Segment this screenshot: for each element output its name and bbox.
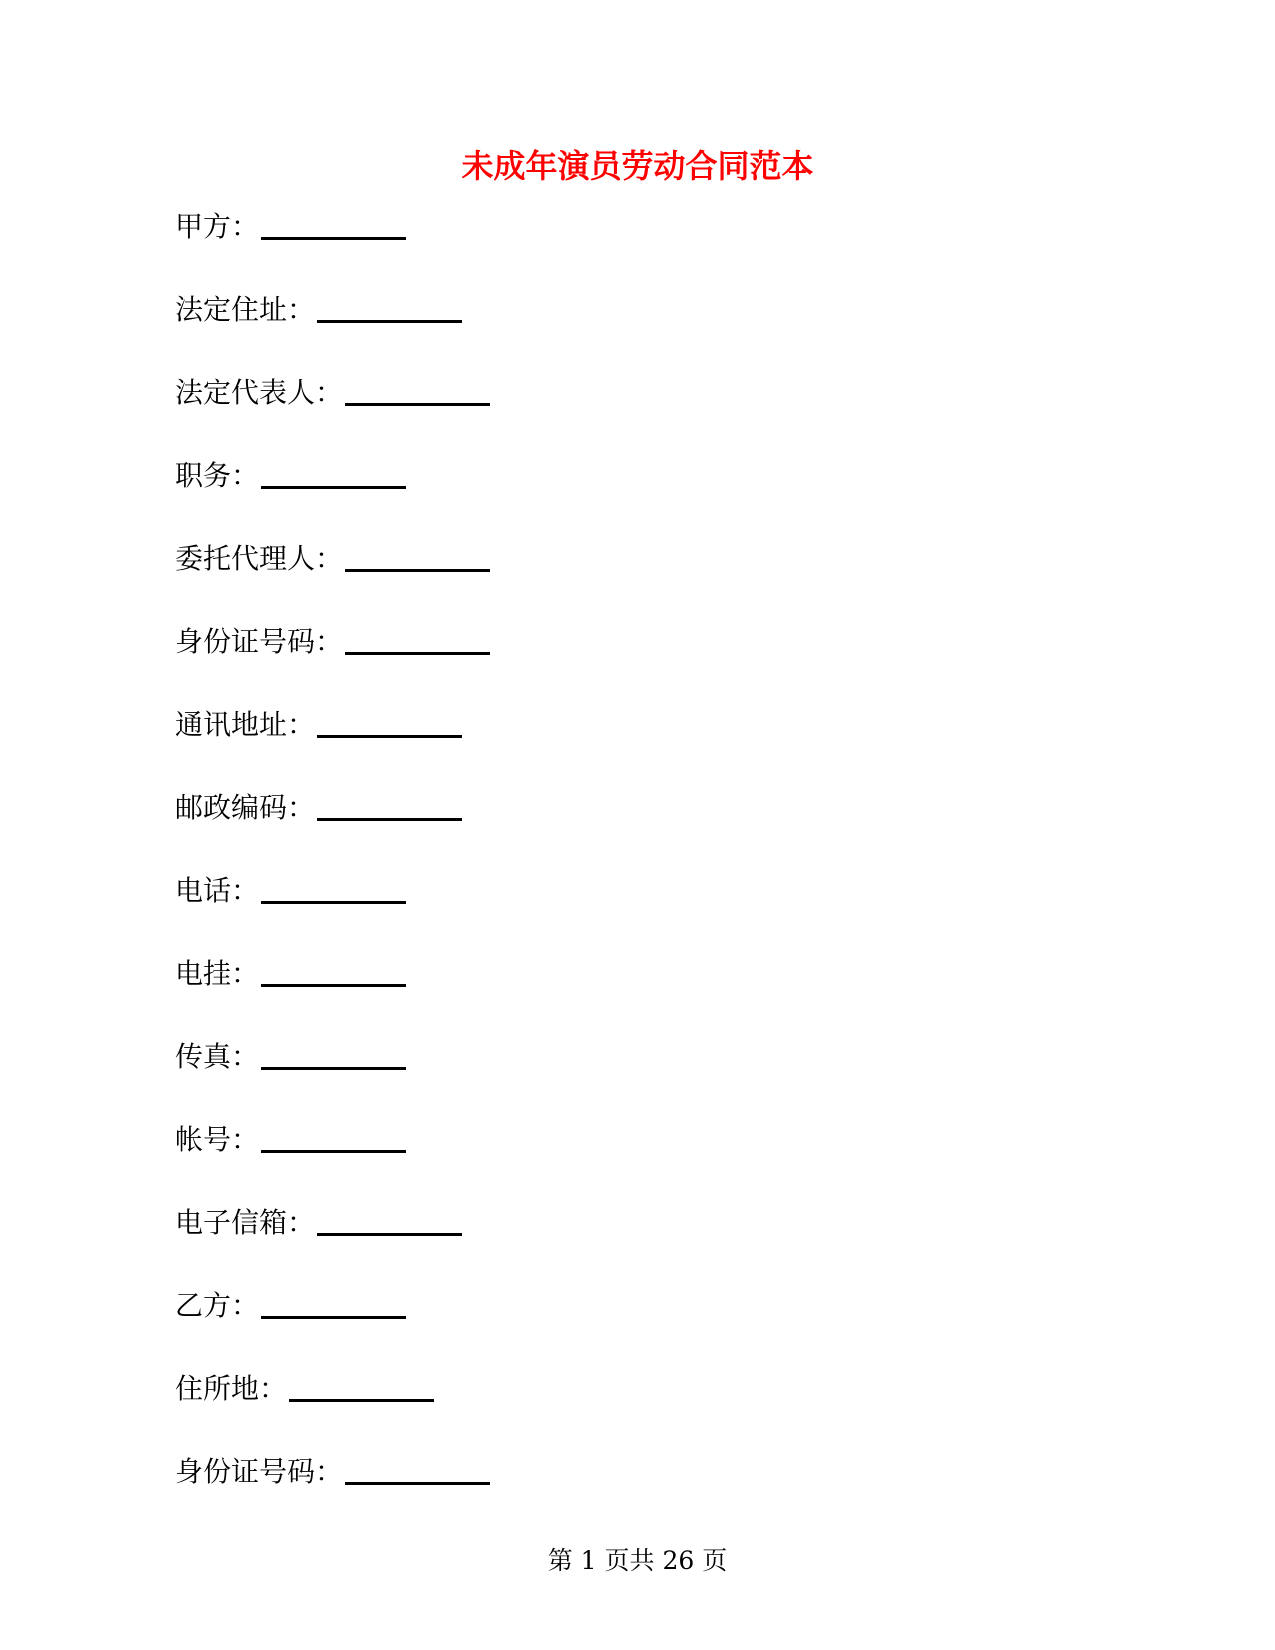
field-party-b [175, 1284, 1075, 1367]
field-label: 身份证号码： [175, 1455, 344, 1488]
field-postal-code [175, 786, 1075, 869]
field-label: 委托代理人： [175, 542, 344, 575]
fill-in-blank [317, 288, 462, 323]
field-position [175, 454, 1075, 537]
field-label: 电话： [175, 874, 260, 907]
field-account [175, 1118, 1075, 1201]
field-residence [175, 1367, 1075, 1450]
document-title: 未成年演员劳动合同范本 [461, 147, 814, 185]
field-label: 通讯地址： [175, 708, 316, 741]
field-mailing-address [175, 703, 1075, 786]
field-id-number [175, 620, 1075, 703]
fill-in-blank [345, 537, 490, 572]
fill-in-blank [261, 1118, 406, 1153]
fill-in-blank [261, 1035, 406, 1070]
field-id-number-b [175, 1450, 1075, 1533]
fill-in-blank [345, 371, 490, 406]
field-party-a [175, 205, 1075, 288]
field-label: 甲方： [175, 210, 260, 243]
field-legal-representative [175, 371, 1075, 454]
field-label: 住所地： [175, 1372, 288, 1405]
fill-in-blank [317, 786, 462, 821]
field-label: 邮政编码： [175, 791, 316, 824]
field-label: 传真： [175, 1040, 260, 1073]
fill-in-blank [317, 703, 462, 738]
fill-in-blank [345, 1450, 490, 1485]
fill-in-blank [317, 1201, 462, 1236]
fill-in-blank [261, 952, 406, 987]
fill-in-blank [345, 620, 490, 655]
field-label: 电挂： [175, 957, 260, 990]
contract-fields [175, 205, 1075, 1533]
field-email [175, 1201, 1075, 1284]
field-label: 法定住址： [175, 293, 316, 326]
field-label: 法定代表人： [175, 376, 344, 409]
field-label: 乙方： [175, 1289, 260, 1322]
field-cable [175, 952, 1075, 1035]
fill-in-blank [261, 1284, 406, 1319]
fill-in-blank [261, 869, 406, 904]
page-number-footer: 第 1 页共 26 页 [547, 1546, 728, 1575]
field-fax [175, 1035, 1075, 1118]
field-label: 电子信箱： [175, 1206, 316, 1239]
field-agent [175, 537, 1075, 620]
field-legal-address [175, 288, 1075, 371]
field-phone [175, 869, 1075, 952]
fill-in-blank [261, 205, 406, 240]
field-label: 职务： [175, 459, 260, 492]
fill-in-blank [289, 1367, 434, 1402]
field-label: 帐号： [175, 1123, 260, 1156]
field-label: 身份证号码： [175, 625, 344, 658]
fill-in-blank [261, 454, 406, 489]
